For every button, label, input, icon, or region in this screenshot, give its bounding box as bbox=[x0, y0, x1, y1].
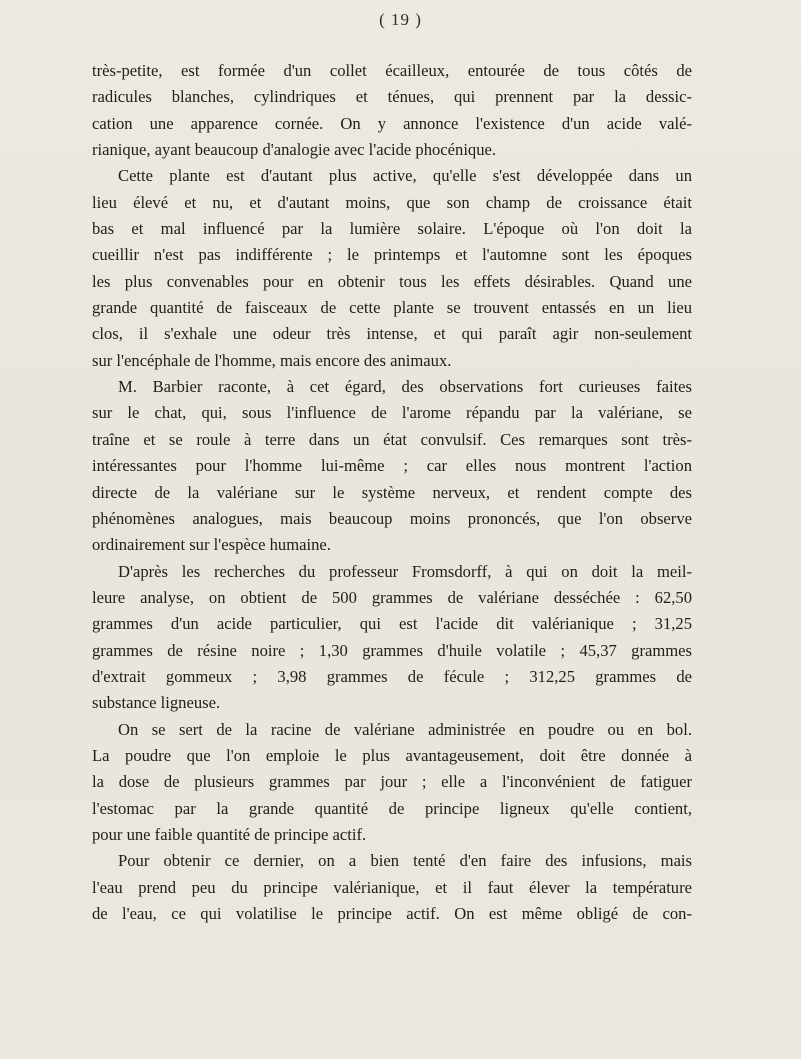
text-line: rianique, ayant beaucoup d'analogie avec l'acide phocénique. bbox=[92, 140, 497, 160]
text-line: ordinairement sur l'espèce humaine. bbox=[92, 535, 331, 555]
paragraph-6 bbox=[92, 848, 692, 927]
text-line: d'extrait gommeux ; 3,98 grammes de fécule ; 312,25 grammes de bbox=[92, 666, 692, 686]
text-line: D'après les recherches du professeur Fromsdorff, à qui on doit la meil- bbox=[118, 561, 692, 581]
text-line: leure analyse, on obtient de 500 grammes de valériane desséchée : 62,50 bbox=[92, 587, 692, 607]
text-line: les plus convenables pour en obtenir tous les effets désirables. Quand une bbox=[92, 271, 692, 291]
text-line: directe de la valériane sur le système nerveux, et rendent compte des bbox=[92, 482, 692, 502]
paragraph-5 bbox=[92, 717, 692, 849]
text-line: La poudre que l'on emploie le plus avantageusement, doit être donnée à bbox=[92, 745, 692, 765]
text-line: On se sert de la racine de valériane administrée en poudre ou en bol. bbox=[118, 719, 692, 739]
text-line: radicules blanches, cylindriques et ténues, qui prennent par la dessic- bbox=[92, 87, 692, 107]
text-line: clos, il s'exhale une odeur très intense, et qui paraît agir non-seulement bbox=[92, 324, 692, 344]
text-line: M. Barbier raconte, à cet égard, des observations fort curieuses faites bbox=[118, 377, 692, 397]
page-number: ( 19 ) bbox=[379, 10, 422, 29]
paragraph-2 bbox=[92, 163, 692, 374]
text-line: bas et mal influencé par la lumière solaire. L'époque où l'on doit la bbox=[92, 219, 692, 239]
paragraph-3 bbox=[92, 374, 692, 558]
text-line: la dose de plusieurs grammes par jour ; elle a l'inconvénient de fatiguer bbox=[92, 772, 692, 792]
text-line: traîne et se roule à terre dans un état convulsif. Ces remarques sont très- bbox=[92, 429, 692, 449]
text-line: l'eau prend peu du principe valérianique, et il faut élever la température bbox=[92, 877, 692, 897]
text-line: grammes de résine noire ; 1,30 grammes d'huile volatile ; 45,37 grammes bbox=[92, 640, 692, 660]
text-line: grande quantité de faisceaux de cette plante se trouvent entassés en un lieu bbox=[92, 298, 692, 318]
text-line: sur l'encéphale de l'homme, mais encore des animaux. bbox=[92, 350, 452, 370]
text-line: très-petite, est formée d'un collet écailleux, entourée de tous côtés de bbox=[92, 61, 692, 80]
text-line: cation une apparence cornée. On y annonce l'existence d'un acide valé- bbox=[92, 113, 692, 133]
body-text bbox=[92, 58, 692, 927]
text-line: substance ligneuse. bbox=[92, 693, 221, 713]
text-line: de l'eau, ce qui volatilise le principe actif. On est même obligé de con- bbox=[92, 904, 692, 923]
paragraph-1 bbox=[92, 58, 692, 163]
paragraph-4 bbox=[92, 559, 692, 717]
text-line: Pour obtenir ce dernier, on a bien tenté d'en faire des infusions, mais bbox=[118, 851, 692, 871]
text-line: pour une faible quantité de principe actif. bbox=[92, 824, 367, 844]
text-line: intéressantes pour l'homme lui-même ; car elles nous montrent l'action bbox=[92, 456, 692, 476]
text-line: phénomènes analogues, mais beaucoup moins prononcés, que l'on observe bbox=[92, 508, 692, 528]
text-line: sur le chat, qui, sous l'influence de l'arome répandu par la valériane, se bbox=[92, 403, 692, 423]
text-line: Cette plante est d'autant plus active, qu'elle s'est développée dans un bbox=[118, 166, 692, 186]
text-line: l'estomac par la grande quantité de principe ligneux qu'elle contient, bbox=[92, 798, 692, 818]
text-line: lieu élevé et nu, et d'autant moins, que son champ de croissance était bbox=[92, 192, 692, 212]
text-line: cueillir n'est pas indifférente ; le printemps et l'automne sont les époques bbox=[92, 245, 692, 265]
text-line: grammes d'un acide particulier, qui est l'acide dit valérianique ; 31,25 bbox=[92, 614, 692, 634]
